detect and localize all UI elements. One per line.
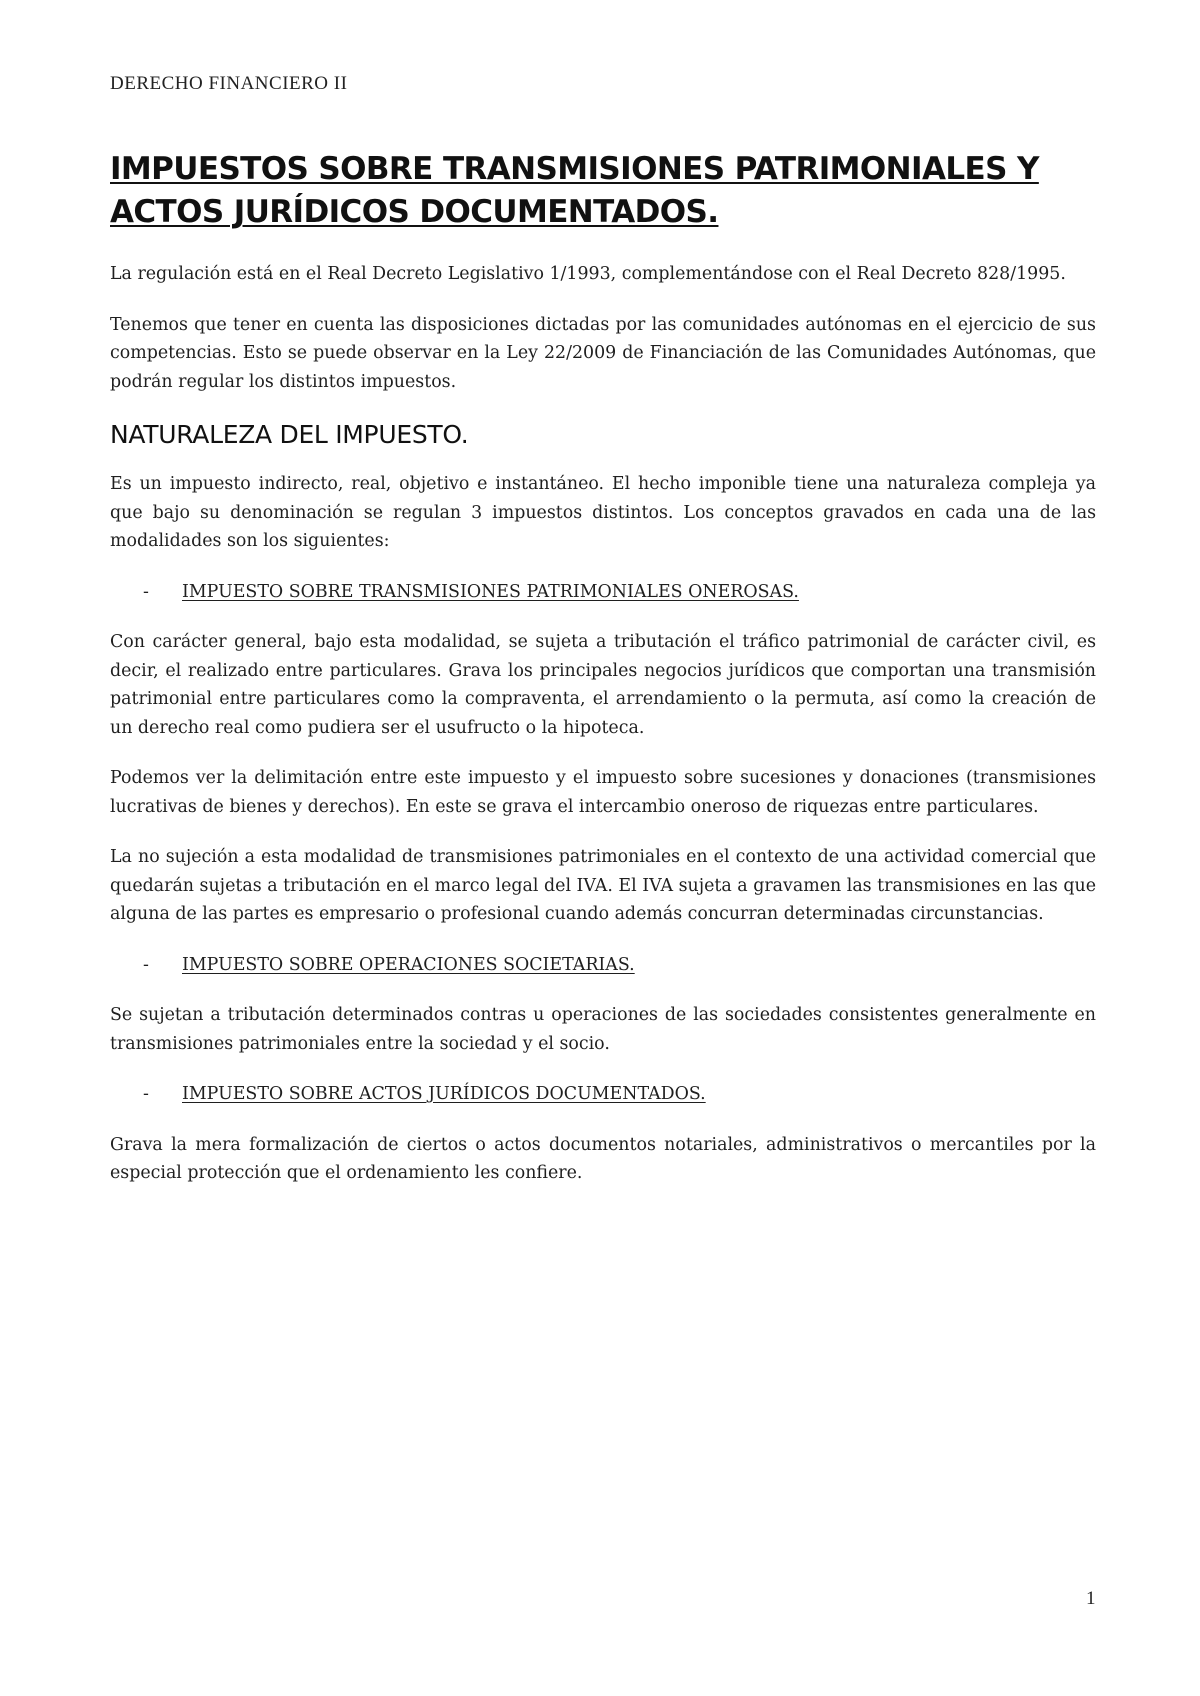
- modality-heading-text: IMPUESTO SOBRE TRANSMISIONES PATRIMONIALES ONEROSAS.: [182, 581, 799, 602]
- bullet-dash: -: [143, 1084, 149, 1104]
- section-intro-paragraph: Es un impuesto indirecto, real, objetivo e instantáneo. El hecho imponible tiene una naturaleza compleja ya que bajo su denominación se regulan 3 impuestos distintos. Los conceptos gravados en cada una de las modalidades son los siguientes:: [110, 474, 1096, 551]
- bullet-dash: -: [143, 581, 149, 602]
- modality-paragraph: Con carácter general, bajo esta modalidad, se sujeta a tributación el tráfico patrimonial de carácter civil, es decir, el realizado entre particulares. Grava los principales negocios jurídicos que comportan una transmisión patrimonial entre particulares como la compraventa, el arrendamiento o la permuta, así como la creación de un derecho real como pudiera ser el usufructo o la hipoteca.: [110, 632, 1096, 738]
- intro-paragraph: La regulación está en el Real Decreto Legislativo 1/1993, complementándose con el Real Decreto 828/1995.: [110, 264, 1066, 284]
- section-heading: NATURALEZA DEL IMPUESTO.: [110, 420, 469, 449]
- modality-paragraph: La no sujeción a esta modalidad de transmisiones patrimoniales en el contexto de una actividad comercial que quedarán sujetas a tributación en el marco legal del IVA. El IVA sujeta a gravamen las transmisiones en las que alguna de las partes es empresario o profesional cuando además concurran determinadas circunstancias.: [110, 847, 1096, 924]
- modality-heading-text: IMPUESTO SOBRE OPERACIONES SOCIETARIAS.: [182, 954, 635, 975]
- modality-heading: [110, 578, 1096, 607]
- modality-heading: [110, 1080, 1096, 1109]
- document-title: IMPUESTOS SOBRE TRANSMISIONES PATRIMONIALES Y ACTOS JURÍDICOS DOCUMENTADOS.: [110, 151, 1039, 230]
- document-body: [110, 148, 1096, 1210]
- bullet-dash: -: [143, 954, 149, 975]
- intro-paragraph: Tenemos que tener en cuenta las disposiciones dictadas por las comunidades autónomas en el ejercicio de sus competencias. Esto se puede observar en la Ley 22/2009 de Financiación de las Comunidades Autónomas, que podrán regular los distintos impuestos.: [110, 314, 1096, 392]
- modality-paragraph: Se sujetan a tributación determinados contras u operaciones de las sociedades consistentes generalmente en transmisiones patrimoniales entre la sociedad y el socio.: [110, 1005, 1096, 1054]
- page-number: 1: [1086, 1588, 1096, 1609]
- modality-paragraph: Grava la mera formalización de ciertos o actos documentos notariales, administrativos o mercantiles por la especial protección que el ordenamiento les confiere.: [110, 1134, 1096, 1183]
- modality-heading: [110, 951, 1096, 980]
- running-header: DERECHO FINANCIERO II: [110, 73, 348, 94]
- modality-heading-text: IMPUESTO SOBRE ACTOS JURÍDICOS DOCUMENTADOS.: [182, 1084, 706, 1104]
- modality-paragraph: Podemos ver la delimitación entre este impuesto y el impuesto sobre sucesiones y donaciones (transmisiones lucrativas de bienes y derechos). En este se grava el intercambio oneroso de riquezas entre particulares.: [110, 768, 1096, 817]
